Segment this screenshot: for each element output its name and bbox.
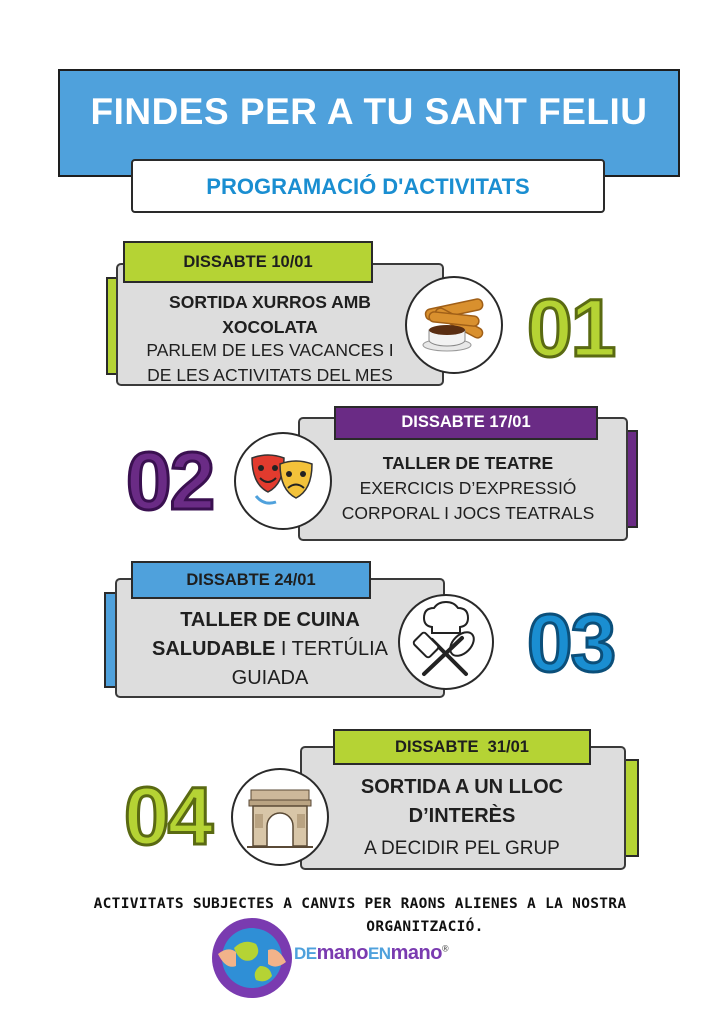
date-label: DISSABTE 31/01	[395, 738, 529, 756]
desc-line-2: CORPORAL I JOCS TEATRALS	[341, 503, 595, 523]
desc-line-1: EXERCICIS D’EXPRESSIÓ	[359, 478, 577, 498]
desc-line-1: GUIADA	[231, 667, 309, 689]
registered-mark: ®	[441, 943, 449, 954]
title-line-1: TALLER DE CUINA	[180, 609, 360, 631]
activity-number: 03	[527, 598, 615, 689]
activity-title	[318, 451, 618, 476]
logo-part-mano: mano	[316, 942, 368, 964]
date-label: DISSABTE 24/01	[186, 571, 316, 589]
activity-description	[120, 338, 420, 388]
churros-icon	[405, 276, 503, 374]
title-line-1: TALLER DE TEATRE	[382, 453, 554, 473]
date-label: DISSABTE 17/01	[401, 413, 531, 431]
title-line-1: SORTIDA XURROS AMB	[169, 292, 371, 312]
activity-description	[312, 836, 612, 861]
activity-description	[120, 665, 420, 691]
activity-title	[312, 773, 612, 831]
theatre-masks-icon	[234, 432, 332, 530]
title-line-1: SORTIDA A UN LLOC	[360, 776, 564, 798]
activity-number: 01	[527, 283, 615, 374]
arc-de-triomphe-icon	[231, 768, 329, 866]
page-title: FINDES PER A TU SANT FELIU	[90, 91, 648, 132]
chef-utensils-icon	[398, 594, 494, 690]
title-line-2-rest: I TERTÚLIA	[275, 638, 388, 660]
activity-number: 02	[126, 436, 214, 527]
title-line-2: D’INTERÈS	[408, 805, 516, 827]
date-label: DISSABTE 10/01	[183, 253, 313, 271]
disclaimer-line-1: ACTIVITATS SUBJECTES A CANVIS PER RAONS ALIENES A LA NOSTRA	[93, 896, 627, 912]
logo	[208, 914, 498, 1002]
disclaimer-line-2: ORGANITZACIÓ.	[366, 919, 484, 935]
activity-title	[120, 606, 420, 664]
logo-part-mano-2: mano	[390, 942, 442, 964]
activity-number: 04	[124, 771, 212, 862]
desc-line-1: A DECIDIR PEL GRUP	[364, 838, 560, 859]
title-line-2-bold: SALUDABLE	[152, 638, 276, 660]
logo-wordmark	[294, 942, 448, 965]
globe-hands-icon	[208, 914, 296, 1002]
page-subtitle: PROGRAMACIÓ D'ACTIVITATS	[206, 174, 530, 199]
desc-line-2: DE LES ACTIVITATS DEL MES	[147, 365, 393, 385]
activity-description	[318, 476, 618, 526]
logo-part-en: EN	[367, 944, 391, 963]
activity-title	[130, 290, 410, 340]
desc-line-1: PARLEM DE LES VACANCES I	[146, 340, 394, 360]
title-line-2: XOCOLATA	[222, 317, 318, 337]
logo-part-de: DE	[294, 944, 317, 963]
